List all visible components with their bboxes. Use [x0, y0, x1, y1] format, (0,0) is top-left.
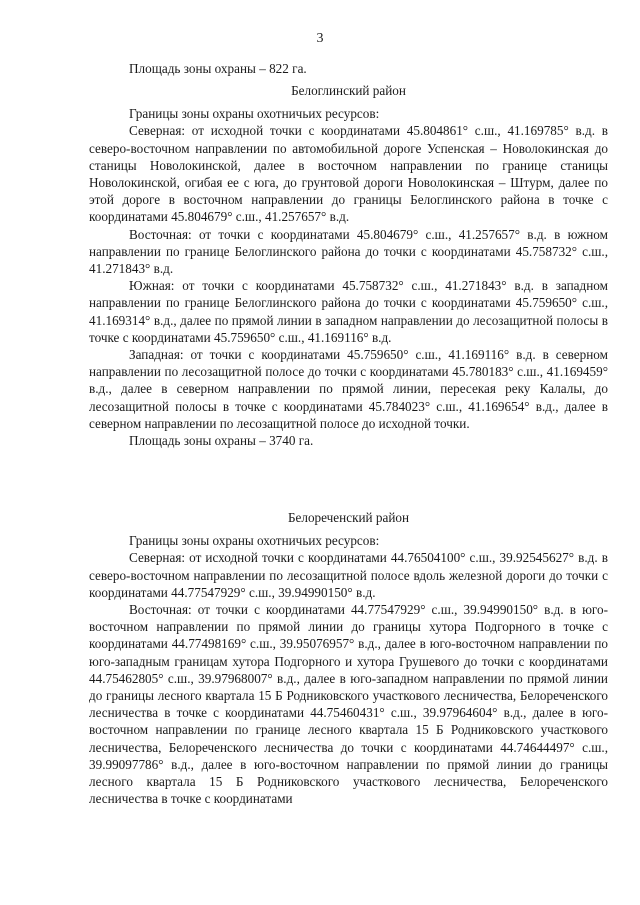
paragraph: Восточная: от точки с координатами 44.77547929° с.ш., 39.94990150° в.д. в юго-восточном направлении по прямой линии до границы хутора Подгорного в точке с координатами 44.77498169° с.ш., 39.95076957° в.д., далее в юго-восточном направлении по юго-западным границам хутора Подгорного и хутора Грушевого до точки с координатами 44.75462805° с.ш., 39.97968007° в.д., далее в юго-западном направлении по прямой линии до границы лесного квартала 15 Б Родниковского участкового лесничества, Белореченского лесничества в точке с координатами 44.75460431° с.ш., 39.97964604° в.д., далее в юго-восточном направлении по границе лесного квартала 15 Б Родниковского участкового лесничества, Белореченского лесничества до точки с координатами 44.74644497° с.ш., 39.99097786° в.д., далее в юго-восточном направлении по прямой линии до границы лесного квартала 15 Б Родниковского участкового лесничества, Белореченского лесничества в точке с координатами	[89, 602, 608, 807]
area-paragraph-block	[89, 60, 608, 77]
district-section-belogl	[89, 82, 608, 449]
paragraph: Северная: от исходной точки с координатами 44.76504100° с.ш., 39.92545627° в.д. в северо-восточном направлении по лесозащитной полосе вдоль железной дороги до точки с координатами 44.77547929° с.ш., 39.94990150° в.д.	[89, 550, 608, 600]
paragraph: Границы зоны охраны охотничьих ресурсов:	[129, 106, 380, 122]
paragraph: Границы зоны охраны охотничьих ресурсов:	[129, 533, 380, 549]
district-heading: Белоглинский район	[291, 83, 406, 98]
paragraph: Северная: от исходной точки с координатами 45.804861° с.ш., 41.169785° в.д. в северо-восточном направлении по автомобильной дороге Успенская – Новолокинская до станицы Новолокинской, далее в восточном направлении по границе станицы Новолокинской, огибая ее с юга, до грунтовой дороги Новолокинская – Штурм, далее по этой дороге в восточном направлении до границы Белоглинского района в точке с координатами 45.804679° с.ш., 41.257657° в.д.	[89, 123, 608, 225]
district-heading: Белореченский район	[287, 510, 410, 525]
page-number: 3	[316, 31, 324, 46]
paragraph: Восточная: от точки с координатами 45.804679° с.ш., 41.257657° в.д. в южном направлении по границе Белоглинского района до точки с координатами 45.758732° с.ш., 41.271843° в.д.	[89, 226, 608, 277]
district-section-beloretch	[89, 509, 608, 807]
paragraph: Площадь зоны охраны – 3740 га.	[129, 433, 314, 449]
paragraph: Западная: от точки с координатами 45.759650° с.ш., 41.169116° в.д. в северном направлении по лесозащитной полосе до точки с координатами 45.780183° с.ш., 41.169459° в.д., далее в северном направлении по прямой линии, пересекая реку Калалы, до лесозащитной полосы в точке с координатами 45.784023° с.ш., 41.169654° в.д., далее в северном направлении по лесозащитной полосе до исходной точки.	[89, 347, 608, 431]
paragraph: Площадь зоны охраны – 822 га.	[129, 61, 307, 76]
paragraph: Южная: от точки с координатами 45.758732° с.ш., 41.271843° в.д. в западном направлении по границе Белоглинского района до точки с координатами 45.759650° с.ш., 41.169314° в.д., далее по прямой линии в западном направлении до лесозащитной полосы в точке с координатами 45.759650° с.ш., 41.169116° в.д.	[89, 278, 608, 345]
